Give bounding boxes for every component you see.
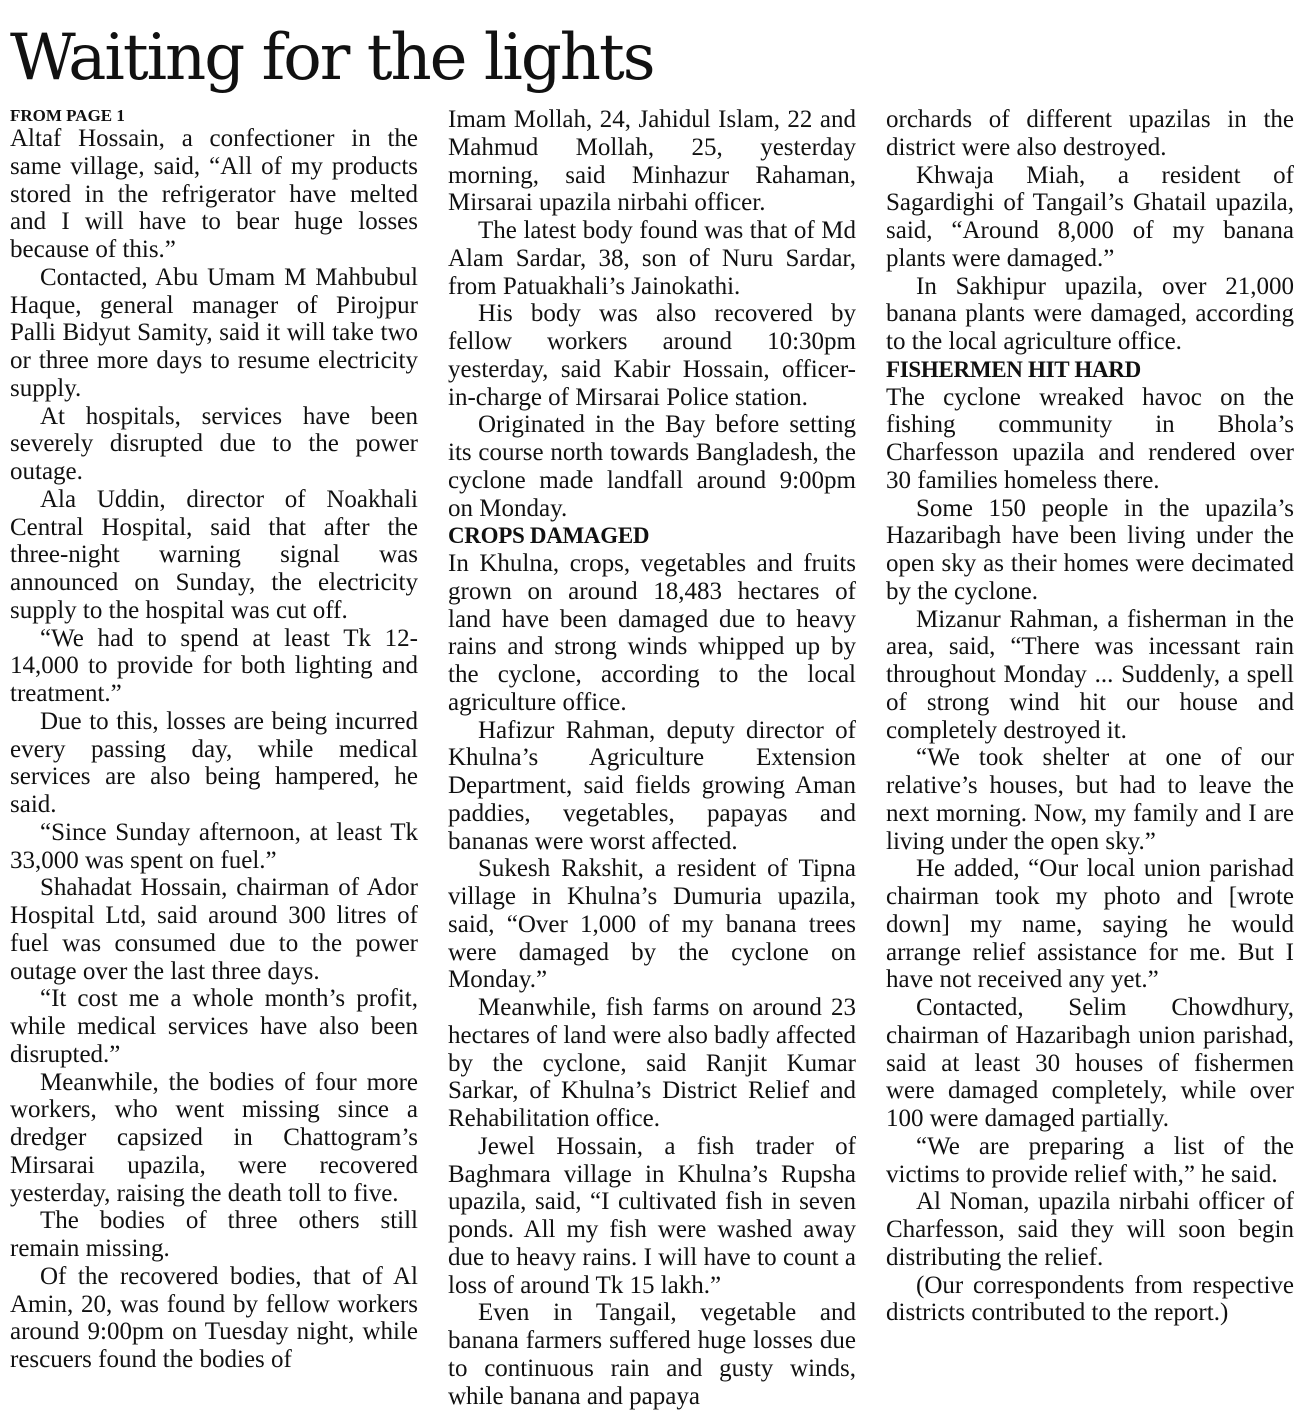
paragraph: “We are preparing a list of the victims to provide relief with,” he said.: [886, 1132, 1294, 1188]
paragraph: orchards of different upazilas in the district were also destroyed.: [886, 106, 1294, 161]
paragraph: “We took shelter at one of our relative’s houses, but had to leave the next morning. Now, my family and I are living under the open sky.”: [886, 744, 1294, 855]
from-page-kicker: FROM PAGE 1: [10, 106, 125, 125]
paragraph: The bodies of three others still remain missing.: [10, 1207, 418, 1262]
paragraph: Shahadat Hossain, chairman of Ador Hospital Ltd, said around 300 litres of fuel was consumed due to the power outage over the last three days.: [10, 874, 418, 985]
paragraph: Contacted, Abu Umam M Mahbubul Haque, general manager of Pirojpur Palli Bidyut Samity, said it will take two or three more days to resume electricity supply.: [10, 263, 418, 402]
paragraph: His body was also recovered by fellow workers around 10:30pm yesterday, said Kabir Hossain, officer-in-charge of Mirsarai Police station.: [448, 300, 856, 411]
paragraph: Of the recovered bodies, that of Al Amin, 20, was found by fellow workers around 9:00pm on Tuesday night, while rescuers found the bodies of: [10, 1262, 418, 1373]
article-column-1: [10, 106, 418, 1374]
paragraph: Ala Uddin, director of Noakhali Central Hospital, said that after the three-night warning signal was announced on Sunday, the electricity supply to the hospital was cut off.: [10, 485, 418, 624]
paragraph: Al Noman, upazila nirbahi officer of Charfesson, said they will soon begin distributing the relief.: [886, 1188, 1294, 1271]
paragraph: Originated in the Bay before setting its course north towards Bangladesh, the cyclone made landfall around 9:00pm on Monday.: [448, 411, 856, 522]
article-column-2: [448, 106, 856, 1410]
paragraph: “We had to spend at least Tk 12-14,000 to provide for both lighting and treatment.”: [10, 624, 418, 707]
paragraph: At hospitals, services have been severely disrupted due to the power outage.: [10, 402, 418, 485]
paragraph: Some 150 people in the upazila’s Hazaribagh have been living under the open sky as their homes were decimated by the cyclone.: [886, 494, 1294, 605]
headline: Waiting for the lights: [10, 21, 654, 95]
subhead-crops-damaged: CROPS DAMAGED: [448, 523, 650, 549]
paragraph: Even in Tangail, vegetable and banana farmers suffered huge losses due to continuous rain and gusty winds, while banana and papaya: [448, 1299, 856, 1410]
paragraph: Mizanur Rahman, a fisherman in the area, said, “There was incessant rain throughout Monday ... Suddenly, a spell of strong wind hit our house and completely destroyed it.: [886, 605, 1294, 744]
paragraph: In Sakhipur upazila, over 21,000 banana plants were damaged, according to the local agriculture office.: [886, 272, 1294, 355]
paragraph: “Since Sunday afternoon, at least Tk 33,000 was spent on fuel.”: [10, 818, 418, 874]
paragraph: Altaf Hossain, a confectioner in the same village, said, “All of my products stored in the refrigerator have melted and I will have to bear huge losses because of this.”: [10, 125, 418, 263]
paragraph: Sukesh Rakshit, a resident of Tipna village in Khulna’s Dumuria upazila, said, “Over 1,000 of my banana trees were damaged by the cyclone on Monday.”: [448, 855, 856, 994]
paragraph: Khwaja Miah, a resident of Sagardighi of Tangail’s Ghatail upazila, said, “Around 8,000 of my banana plants were damaged.”: [886, 161, 1294, 272]
subhead-fishermen-hit-hard: FISHERMEN HIT HARD: [886, 356, 1141, 382]
paragraph: The latest body found was that of Md Alam Sardar, 38, son of Nuru Sardar, from Patuakhali’s Jainokathi.: [448, 217, 856, 300]
article-column-3: [886, 106, 1294, 1327]
paragraph: Meanwhile, the bodies of four more workers, who went missing since a dredger capsized in Chattogram’s Mirsarai upazila, were recovered yesterday, raising the death toll to five.: [10, 1068, 418, 1207]
paragraph: Hafizur Rahman, deputy director of Khulna’s Agriculture Extension Department, said fields growing Aman paddies, vegetables, papayas and bananas were worst affected.: [448, 716, 856, 855]
paragraph: Meanwhile, fish farms on around 23 hectares of land were also badly affected by the cyclone, said Ranjit Kumar Sarkar, of Khulna’s District Relief and Rehabilitation office.: [448, 994, 856, 1132]
paragraph: Jewel Hossain, a fish trader of Baghmara village in Khulna’s Rupsha upazila, said, “I cultivated fish in seven ponds. All my fish were washed away due to heavy rains. I will have to count a loss of around Tk 15 lakh.”: [448, 1132, 856, 1299]
paragraph: In Khulna, crops, vegetables and fruits grown on around 18,483 hectares of land have been damaged due to heavy rains and strong winds whipped up by the cyclone, according to the local agriculture office.: [448, 550, 856, 716]
paragraph: He added, “Our local union parishad chairman took my photo and [wrote down] my name, saying he would arrange relief assistance for me. But I have not received any yet.”: [886, 855, 1294, 994]
paragraph: Contacted, Selim Chowdhury, chairman of Hazaribagh union parishad, said at least 30 houses of fishermen were damaged completely, while over 100 were damaged partially.: [886, 994, 1294, 1132]
paragraph: The cyclone wreaked havoc on the fishing community in Bhola’s Charfesson upazila and rendered over 30 families homeless there.: [886, 383, 1294, 494]
paragraph: “It cost me a whole month’s profit, while medical services have also been disrupted.”: [10, 985, 418, 1068]
paragraph: Due to this, losses are being incurred every passing day, while medical services are also being hampered, he said.: [10, 707, 418, 818]
paragraph: (Our correspondents from respective districts contributed to the report.): [886, 1271, 1294, 1327]
paragraph: Imam Mollah, 24, Jahidul Islam, 22 and Mahmud Mollah, 25, yesterday morning, said Minhazur Rahaman, Mirsarai upazila nirbahi officer.: [448, 106, 856, 217]
